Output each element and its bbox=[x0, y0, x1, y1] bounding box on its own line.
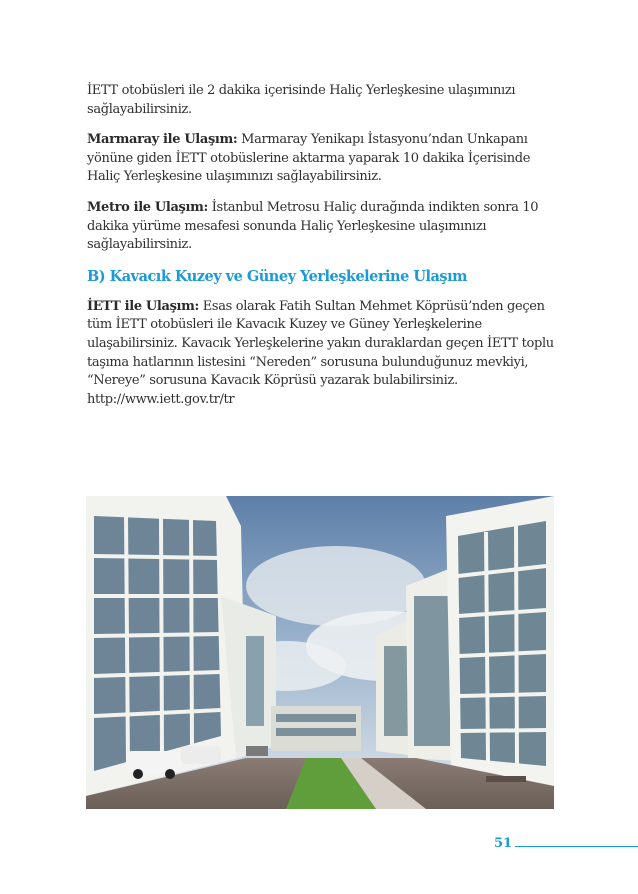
campus-photo bbox=[86, 496, 554, 809]
footer-rule bbox=[515, 846, 638, 847]
iett-label: İETT ile Ulaşım: bbox=[87, 298, 199, 314]
text-column bbox=[87, 82, 557, 421]
paragraph-iett-kavacik bbox=[87, 298, 557, 410]
metro-label: Metro ile Ulaşım: bbox=[87, 199, 208, 215]
marmaray-label: Marmaray ile Ulaşım: bbox=[87, 132, 238, 148]
iett-text: Esas olarak Fatih Sultan Mehmet Köprüsü’nden geçen tüm İETT otobüsleri ile Kavacık Kuzey ve Güney Yerleşkelerine ulaşabilirsiniz. Kavacık Yerleşkelerine yakın duraklardan geçen İETT toplu taşıma hatlarının listesini “Nereden” sorusuna bulunduğunuz mevkiyi, “Nereye” sorusuna Kavacık Köprüsü yazarak bulabilirsiniz. bbox=[87, 298, 554, 389]
paragraph-marmaray bbox=[87, 131, 557, 187]
paragraph-metro bbox=[87, 199, 557, 255]
metro-text: İstanbul Metrosu Haliç durağında indikten sonra 10 dakika yürüme mesafesi sonunda Haliç Yerleşkesine ulaşımınızı sağlayabilirsiniz. bbox=[87, 199, 539, 253]
page-number: 51 bbox=[494, 836, 513, 851]
iett-url: http://www.iett.gov.tr/tr bbox=[87, 391, 235, 407]
paragraph-iett-haliç: İETT otobüsleri ile 2 dakika içerisinde Haliç Yerleşkesine ulaşımınızı sağlayabilirsiniz. bbox=[87, 83, 516, 117]
marmaray-text: Marmaray Yenikapı İstasyonu’ndan Unkapanı yönüne giden İETT otobüslerine aktarma yaparak 10 dakika İçerisinde Haliç Yerleşkesine ulaşımınızı sağlayabilirsiniz. bbox=[87, 132, 531, 185]
section-heading: B) Kavacık Kuzey ve Güney Yerleşkelerine Ulaşım bbox=[87, 267, 467, 285]
